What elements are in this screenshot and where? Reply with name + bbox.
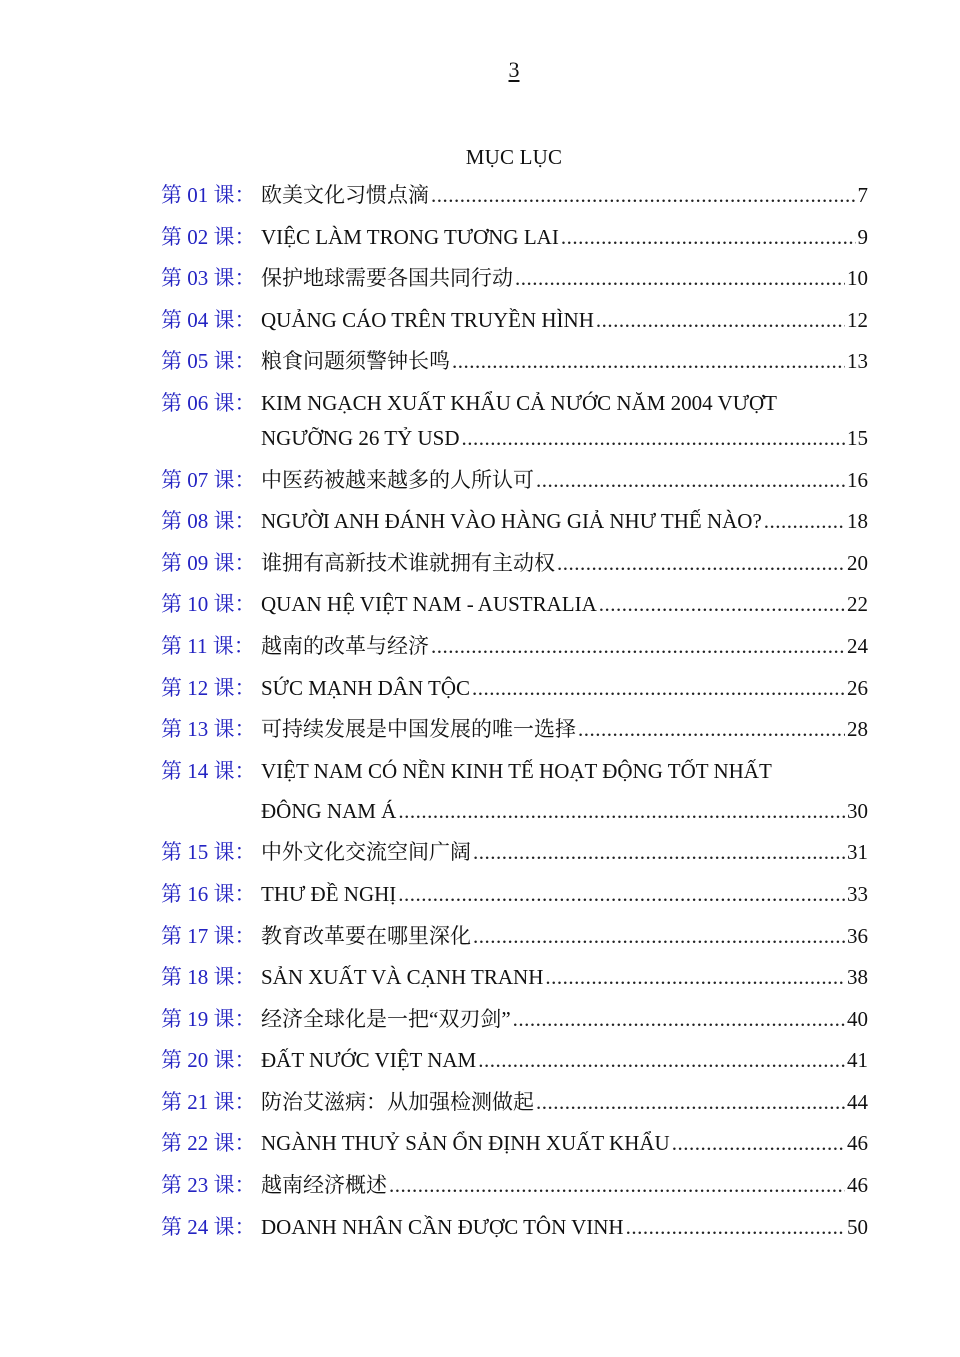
- lesson-number: 第 15 课：: [161, 840, 256, 865]
- page-reference: 44: [847, 1089, 868, 1114]
- dot-leader: [626, 1210, 845, 1245]
- page-reference: 46: [847, 1131, 868, 1156]
- lesson-title-line: [261, 629, 868, 664]
- dot-leader: [473, 919, 845, 954]
- dot-leader: [545, 960, 845, 995]
- page-reference: 28: [847, 717, 868, 742]
- toc-entry[interactable]: [161, 754, 868, 829]
- lesson-title: QUAN HỆ VIỆT NAM - AUSTRALIA: [261, 592, 597, 617]
- lesson-title-block: [261, 220, 868, 255]
- lesson-title-block: [261, 1168, 868, 1203]
- lesson-title: 谁拥有高新技术谁就拥有主动权: [261, 550, 555, 575]
- lesson-number: 第 16 课：: [161, 881, 256, 906]
- lesson-title-block: [261, 463, 868, 498]
- lesson-title-line: [261, 1168, 868, 1203]
- toc-entry[interactable]: [161, 671, 868, 706]
- lesson-title-block: [261, 1002, 868, 1037]
- lesson-title: 越南的改革与经济: [261, 633, 429, 658]
- lesson-title: 防治艾滋病：从加强检测做起: [261, 1089, 534, 1114]
- lesson-title-block: [261, 671, 868, 706]
- dot-leader: [672, 1126, 845, 1161]
- lesson-title-block: [261, 344, 868, 379]
- dot-leader: [473, 835, 845, 870]
- toc-entry[interactable]: [161, 463, 868, 498]
- lesson-number: 第 21 课：: [161, 1089, 256, 1114]
- lesson-number: 第 10 课：: [161, 592, 256, 617]
- dot-leader: [389, 1168, 845, 1203]
- lesson-title: 教育改革要在哪里深化: [261, 923, 471, 948]
- toc-entry[interactable]: [161, 504, 868, 539]
- page-reference: 22: [847, 592, 868, 617]
- toc-heading: MỤC LỤC: [465, 145, 563, 169]
- dot-leader: [578, 712, 845, 747]
- lesson-title-line: [261, 303, 868, 338]
- page-reference: 24: [847, 633, 868, 658]
- page-reference: 16: [847, 467, 868, 492]
- toc-entry[interactable]: [161, 835, 868, 870]
- lesson-title-block: [261, 754, 868, 829]
- lesson-title-line: [261, 344, 868, 379]
- lesson-number: 第 09 课：: [161, 550, 256, 575]
- lesson-title: NGƯỜI ANH ĐÁNH VÀO HÀNG GIẢ NHƯ THẾ NÀO?: [261, 509, 762, 534]
- page-reference: 12: [847, 307, 868, 332]
- lesson-title: ĐẤT NƯỚC VIỆT NAM: [261, 1048, 477, 1073]
- page-reference: 31: [847, 840, 868, 865]
- toc-entry[interactable]: [161, 877, 868, 912]
- lesson-title-line: [261, 919, 868, 954]
- lesson-title: NGƯỠNG 26 TỶ USD: [261, 425, 460, 450]
- lesson-title-block: [261, 877, 868, 912]
- toc-entry[interactable]: [161, 344, 868, 379]
- lesson-number: 第 20 课：: [161, 1048, 256, 1073]
- dot-leader: [515, 261, 845, 296]
- lesson-title: 欧美文化习惯点滴: [261, 183, 429, 207]
- lesson-number: 第 05 课：: [161, 349, 256, 374]
- toc-entry[interactable]: [161, 303, 868, 338]
- toc-entry[interactable]: [161, 587, 868, 622]
- lesson-title-line: [261, 546, 868, 581]
- lesson-number: 第 14 课：: [161, 758, 256, 783]
- lesson-title: DOANH NHÂN CẦN ĐƯỢC TÔN VINH: [261, 1214, 624, 1239]
- toc-entry[interactable]: [161, 220, 868, 255]
- lesson-title-line: [261, 463, 868, 498]
- lesson-title-block: [261, 386, 868, 456]
- lesson-title-block: [261, 1210, 868, 1245]
- dot-leader: [561, 220, 856, 255]
- page-reference: 33: [847, 881, 868, 906]
- lesson-number: 第 17 课：: [161, 923, 256, 948]
- lesson-title-line: [261, 1126, 868, 1161]
- lesson-title-block: [261, 835, 868, 870]
- lesson-title: VIỆC LÀM TRONG TƯƠNG LAI: [261, 224, 559, 249]
- lesson-title-line: [261, 1210, 868, 1245]
- lesson-title: 中外文化交流空间广阔: [261, 840, 471, 865]
- lesson-title-block: [261, 303, 868, 338]
- lesson-title: NGÀNH THUỶ SẢN ỔN ĐỊNH XUẤT KHẨU: [261, 1131, 670, 1156]
- lesson-title-block: [261, 629, 868, 664]
- lesson-number: 第 23 课：: [161, 1173, 256, 1198]
- lesson-title-block: [261, 960, 868, 995]
- dot-leader: [398, 794, 845, 829]
- lesson-title-block: [261, 546, 868, 581]
- page-reference: 46: [847, 1173, 868, 1198]
- lesson-title-line: [261, 1043, 868, 1078]
- toc-entry[interactable]: [161, 960, 868, 995]
- page-reference: 13: [847, 349, 868, 374]
- dot-leader: [764, 504, 845, 539]
- lesson-title: QUẢNG CÁO TRÊN TRUYỀN HÌNH: [261, 307, 594, 332]
- toc-entry[interactable]: [161, 178, 868, 213]
- dot-leader: [599, 587, 845, 622]
- lesson-title-line: [261, 754, 868, 789]
- dot-leader: [398, 877, 845, 912]
- lesson-title-block: [261, 1126, 868, 1161]
- lesson-title: 可持续发展是中国发展的唯一选择: [261, 717, 576, 742]
- lesson-title-line: [261, 504, 868, 539]
- table-of-contents: [161, 178, 868, 1251]
- lesson-title-line: [261, 671, 868, 706]
- page-number-text: 3: [508, 57, 520, 82]
- lesson-title-line: [261, 1002, 868, 1037]
- page-reference: 38: [847, 965, 868, 990]
- lesson-title: 经济全球化是一把“双刃剑”: [261, 1006, 511, 1031]
- lesson-title-line: [261, 421, 868, 456]
- toc-entry[interactable]: [161, 386, 868, 456]
- lesson-number: 第 08 课：: [161, 509, 256, 534]
- lesson-title-line: [261, 712, 868, 747]
- lesson-title: SỨC MẠNH DÂN TỘC: [261, 675, 471, 700]
- page-reference: 7: [857, 183, 868, 207]
- toc-entry[interactable]: [161, 919, 868, 954]
- dot-leader: [472, 671, 845, 706]
- lesson-title: THƯ ĐỀ NGHỊ: [261, 881, 397, 906]
- lesson-title-line: [261, 587, 868, 622]
- lesson-title-block: [261, 1085, 868, 1120]
- dot-leader: [536, 1085, 845, 1120]
- toc-entry[interactable]: [161, 261, 868, 296]
- lesson-number: 第 07 课：: [161, 467, 256, 492]
- lesson-title-block: [261, 919, 868, 954]
- lesson-title-line: [261, 261, 868, 296]
- lesson-number: 第 13 课：: [161, 717, 256, 742]
- dot-leader: [431, 178, 856, 213]
- lesson-number: 第 11 课：: [161, 633, 255, 658]
- lesson-title: SẢN XUẤT VÀ CẠNH TRANH: [261, 965, 544, 990]
- toc-entry[interactable]: [161, 712, 868, 747]
- page-reference: 15: [847, 425, 868, 450]
- lesson-title-block: [261, 261, 868, 296]
- dot-leader: [462, 421, 846, 456]
- toc-entry[interactable]: [161, 1043, 868, 1078]
- page-reference: 41: [847, 1048, 868, 1073]
- lesson-title: 中医药被越来越多的人所认可: [261, 467, 534, 492]
- page-reference: 30: [847, 798, 868, 823]
- toc-entry[interactable]: [161, 1210, 868, 1245]
- page-reference: 10: [847, 266, 868, 291]
- lesson-number: 第 01 课：: [161, 183, 256, 207]
- page-reference: 40: [847, 1006, 868, 1031]
- page-reference: 26: [847, 675, 868, 700]
- toc-entry[interactable]: [161, 1168, 868, 1203]
- lesson-title-line: [261, 835, 868, 870]
- lesson-title: 保护地球需要各国共同行动: [261, 266, 513, 291]
- toc-entry[interactable]: [161, 546, 868, 581]
- page-reference: 20: [847, 550, 868, 575]
- page-reference: 36: [847, 923, 868, 948]
- dot-leader: [452, 344, 845, 379]
- dot-leader: [513, 1002, 845, 1037]
- lesson-title-line: [261, 220, 868, 255]
- dot-leader: [478, 1043, 845, 1078]
- lesson-number: 第 04 课：: [161, 307, 256, 332]
- lesson-title-line: [261, 794, 868, 829]
- toc-entry[interactable]: [161, 1085, 868, 1120]
- page-reference: 9: [857, 224, 868, 249]
- page-reference: 50: [847, 1214, 868, 1239]
- lesson-title-block: [261, 504, 868, 539]
- dot-leader: [596, 303, 845, 338]
- lesson-title: 越南经济概述: [261, 1173, 387, 1198]
- lesson-title-line: [261, 877, 868, 912]
- toc-entry[interactable]: [161, 1002, 868, 1037]
- lesson-title-line: [261, 386, 868, 421]
- lesson-title-block: [261, 1043, 868, 1078]
- lesson-title-block: [261, 587, 868, 622]
- lesson-number: 第 06 课：: [161, 390, 256, 415]
- dot-leader: [557, 546, 845, 581]
- lesson-title-line: [261, 1085, 868, 1120]
- lesson-title-block: [261, 178, 868, 213]
- lesson-number: 第 03 课：: [161, 266, 256, 291]
- lesson-title-line: [261, 178, 868, 213]
- dot-leader: [431, 629, 845, 664]
- lesson-title: 粮食问题须警钟长鸣: [261, 349, 450, 374]
- lesson-number: 第 02 课：: [161, 224, 256, 249]
- dot-leader: [536, 463, 845, 498]
- page-reference: 18: [847, 509, 868, 534]
- lesson-number: 第 22 课：: [161, 1131, 256, 1156]
- lesson-title: KIM NGẠCH XUẤT KHẨU CẢ NƯỚC NĂM 2004 VƯỢT: [261, 390, 777, 415]
- lesson-title-block: [261, 712, 868, 747]
- lesson-title-line: [261, 960, 868, 995]
- lesson-title: ĐÔNG NAM Á: [261, 798, 397, 823]
- toc-entry[interactable]: [161, 1126, 868, 1161]
- page-number: [0, 56, 960, 84]
- lesson-number: 第 24 课：: [161, 1214, 256, 1239]
- lesson-number: 第 18 课：: [161, 965, 256, 990]
- lesson-number: 第 12 课：: [161, 675, 256, 700]
- toc-entry[interactable]: [161, 629, 868, 664]
- lesson-number: 第 19 课：: [161, 1006, 256, 1031]
- lesson-title: VIỆT NAM CÓ NỀN KINH TẾ HOẠT ĐỘNG TỐT NHẤT: [261, 758, 772, 783]
